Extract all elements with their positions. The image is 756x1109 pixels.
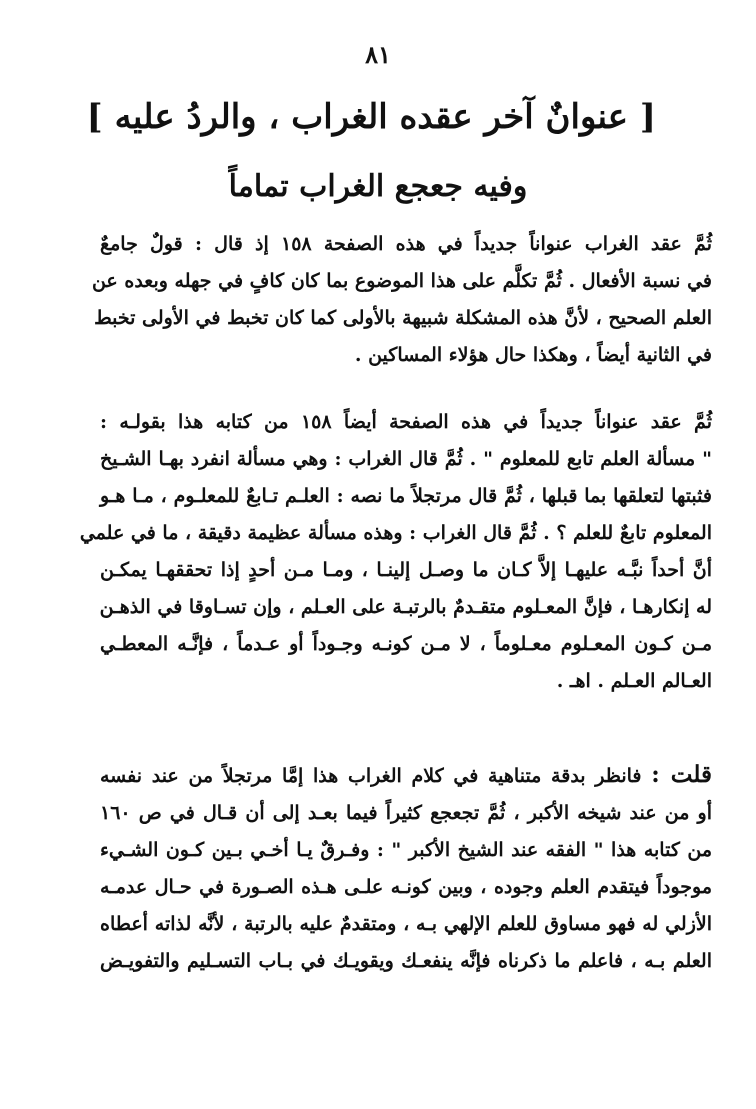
text-line: ثُمَّ عقد الغراب عنواناً جديداً في هذه الصفحة ١٥٨ إذ قال : قولٌ جامعٌ [100,233,712,255]
text-line: المعلوم تابعٌ للعلم ؟ . ثُمَّ قال الغراب : وهذه مسألة عظيمة دقيقة ، ما في علمي [79,522,712,544]
qult-lead: قلت : [651,761,712,788]
text-line: العـالم العـلم . اهـ . [556,670,712,692]
text-line: أو من عند شيخه الأكبر ، ثُمَّ تجعجع كثيراً فيما بعـد إلى أن قـال في ص ١٦٠ [100,802,712,824]
text-line: مـن كـون المعـلوم معـلوماً ، لا مـن كونـه وجـوداً أو عـدماً ، فإنَّـه المعطـي [100,633,712,655]
text-line: العلم الصحيح ، لأنَّ هذه المشكلة شبيهة بالأولى كما كان تخبط في الأولى تخبط [94,307,712,329]
paragraph-1 [91,226,712,374]
section-subtitle: وفيه جعجع الغراب تماماً [228,169,528,204]
text-line [100,756,712,795]
text-line: في الثانية أيضاً ، وهكذا حال هؤلاء المساكين . [354,344,712,366]
text-line: الأزلي له فهو مساوق للعلم الإلهي بـه ، ومتقدمٌ عليه بالرتبة ، لأنَّه لذاته أعطاه [100,913,712,935]
text-line: أنَّ أحداً نبَّـه عليهـا إلاَّ كـان ما وصـل إلينـا ، ومـا مـن أحدٍ إذا تحققهـا يمكـن [100,559,712,581]
text-line: له إنكارهـا ، فإنَّ المعـلوم متقـدمٌ بالرتبـة على العـلم ، وإن تسـاوقا في الذهـن [99,596,712,618]
paragraph-2 [79,404,712,700]
text-line: موجوداً فيتقدم العلم وجوده ، وبين كونـه علـى هـذه الصـورة في حـال عدمـه [100,876,712,898]
text-line-content: فانظر بدقة متناهية في كلام الغراب هذا إمَّا مرتجلاً من عند نفسه [100,765,642,787]
text-line: ثُمَّ عقد عنواناً جديداً في هذه الصفحة أيضاً ١٥٨ من كتابه هذا بقولـه : [100,411,712,433]
text-line: في نسبة الأفعال . ثُمَّ تكلَّم على هذا الموضوع بما كان كافٍ في جهله وبعده عن [91,270,712,292]
paragraph-3 [100,756,712,980]
section-title: [ عنوانٌ آخر عقده الغراب ، والردُ عليه ] [86,97,656,137]
text-line: فثبتها لتعلقها بما قبلها ، ثُمَّ قال مرتجلاً ما نصه : العلـم تـابعٌ للمعلـوم ، مـا هـو [100,485,712,507]
page-number: ٨١ [365,40,391,69]
text-line: " مسألة العلم تابع للمعلوم " . ثُمَّ قال الغراب : وهي مسألة انفرد بهـا الشـيخ [100,448,712,470]
text-line: العلم بـه ، فاعلم ما ذكرناه فإنَّه ينفعـك ويقويـك في بـاب التسـليم والتفويـض [100,950,712,972]
text-line: من كتابه هذا " الفقه عند الشيخ الأكبر " : وفـرقٌ يـا أخـي بـين كـون الشـيء [100,839,712,861]
